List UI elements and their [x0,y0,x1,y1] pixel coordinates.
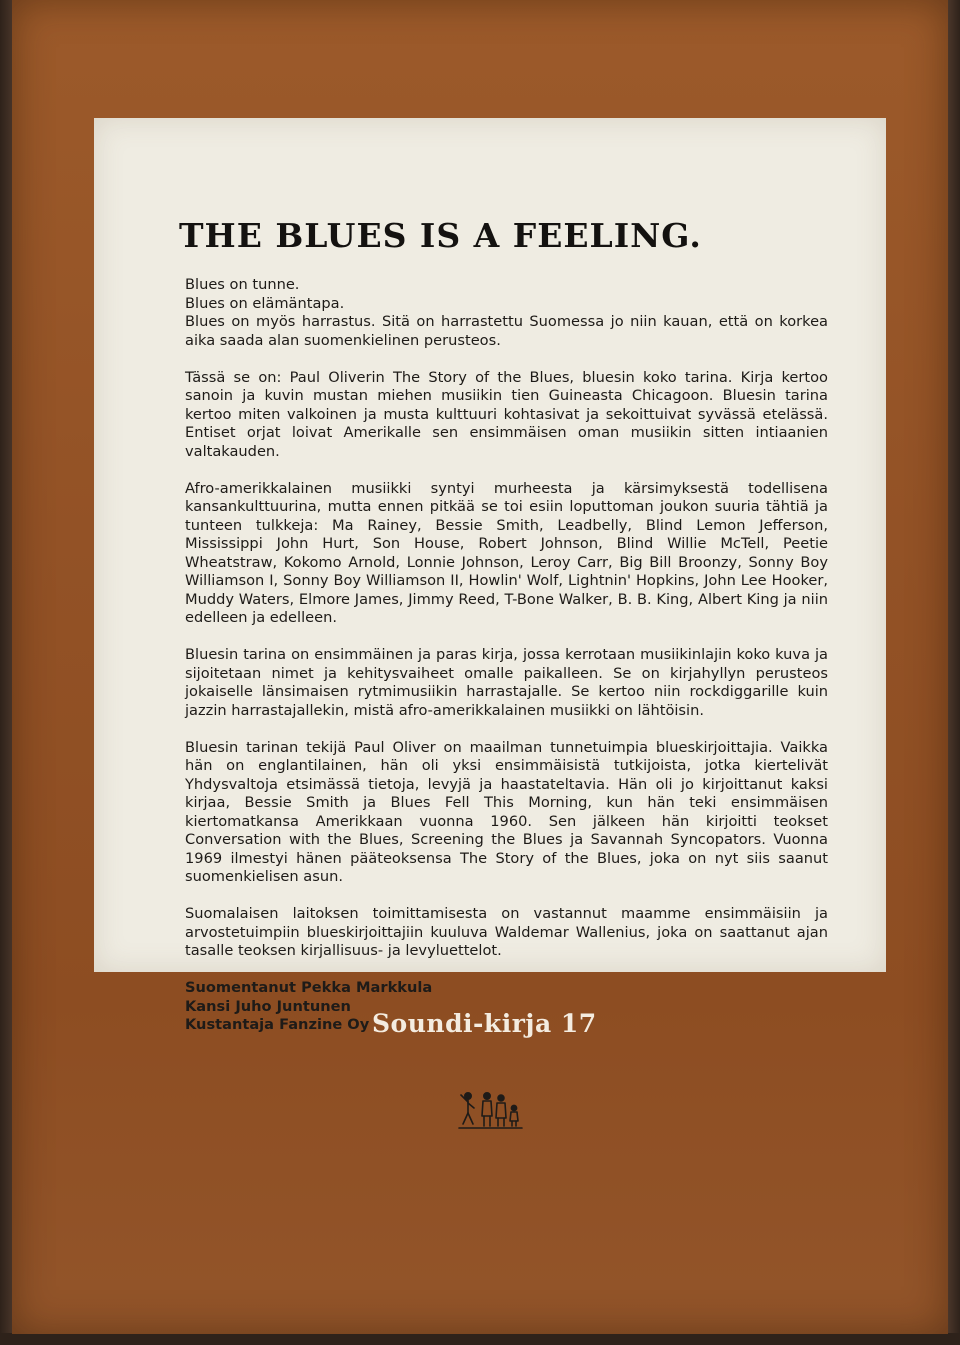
book-back-cover [12,0,948,1334]
blurb-text [185,276,828,1035]
blurb-paragraph: Bluesin tarina on ensimmäinen ja paras kirja, jossa kerrotaan musiikinlajin koko kuva ja sijoitetaan nimet ja kehitysvaiheet omalle paikalleen. Se on kirjahyllyn perusteos jokaiselle länsimaisen rytmimusiikin harrastajalle. Se kertoo niin rockdiggarille kuin jazzin harrastajallekin, mistä afro-amerikkalainen musiikki on lähtöisin. [185,646,828,719]
wooden-surface-bottom [0,1333,960,1345]
intro-line: Blues on myös harrastus. Sitä on harrastettu Suomessa jo niin kauan, että on korkea aika saada alan suomenkielinen perusteos. [185,313,828,349]
wooden-surface-right [948,0,960,1345]
blurb-paragraph: Suomalaisen laitoksen toimittamisesta on vastannut maamme ensimmäisiin ja arvostetuimpiin blueskirjoittajiin kuuluva Waldemar Wallenius, joka on saattanut ajan tasalle teoksen kirjallisuus- ja levyluettelot. [185,905,828,959]
series-label: Soundi-kirja 17 [372,1009,597,1038]
publisher-figures-logo-icon [456,1088,526,1136]
blurb-paragraph: Tässä se on: Paul Oliverin The Story of the Blues, bluesin koko tarina. Kirja kertoo sanoin ja kuvin mustan miehen musiikin tien Guineasta Chicagoon. Bluesin tarina kertoo miten valkoinen ja musta kulttuuri kohtasivat ja sekoittuivat syvässä etelässä. Entiset orjat loivat Amerikalle sen ensimmäisen oman musiikin sitten intiaanien valtakauden. [185,368,828,460]
blurb-paragraph: Bluesin tarinan tekijä Paul Oliver on maailman tunnetuimpia blueskirjoittajia. Vaikka hän on englantilainen, hän oli yksi ensimmäisistä tutkijoista, jotka kiertelivät Yhdysvaltoja etsimässä tietoja, levyjä ja haastateltavia. Hän oli jo kirjoittanut kaksi kirjaa, Bessie Smith ja Blues Fell This Morning, kun hän teki ensimmäisen kiertomatkansa Amerikkaan vuonna 1960. Sen jälkeen hän kirjoitti teokset Conversation with the Blues, Screening the Blues ja Savannah Syncopators. Vuonna 1969 ilmestyi hänen pääteoksensa The Story of the Blues, joka on nyt siis saanut suomenkielisen asun. [185,738,828,885]
intro-line: Blues on tunne. [185,276,300,293]
blurb-paragraph: Afro-amerikkalainen musiikki syntyi murheesta ja kärsimyksestä todellisena kansankulttuurina, mutta ennen pitkää se toi esiin loputtoman joukon suuria tähtiä ja tunteen tulkkeja: Ma Rainey, Bessie Smith, Leadbelly, Blind Lemon Jefferson, Mississippi John Hurt, Son House, Robert Johnson, Blind Willie McTell, Peetie Wheatstraw, Kokomo Arnold, Lonnie Johnson, Leroy Carr, Big Bill Broonzy, Sonny Boy Williamson I, Sonny Boy Williamson II, Howlin' Wolf, Lightnin' Hopkins, John Lee Hooker, Muddy Waters, Elmore James, Jimmy Reed, T-Bone Walker, B. B. King, Albert King ja niin edelleen ja edelleen. [185,479,828,626]
credit-translator: Suomentanut Pekka Markkula [185,979,433,996]
intro-line: Blues on elämäntapa. [185,294,345,312]
cover-title: THE BLUES IS A FEELING. [179,216,702,255]
credit-publisher: Kustantaja Fanzine Oy [185,1016,370,1033]
credit-cover-artist: Kansi Juho Juntunen [185,997,351,1015]
